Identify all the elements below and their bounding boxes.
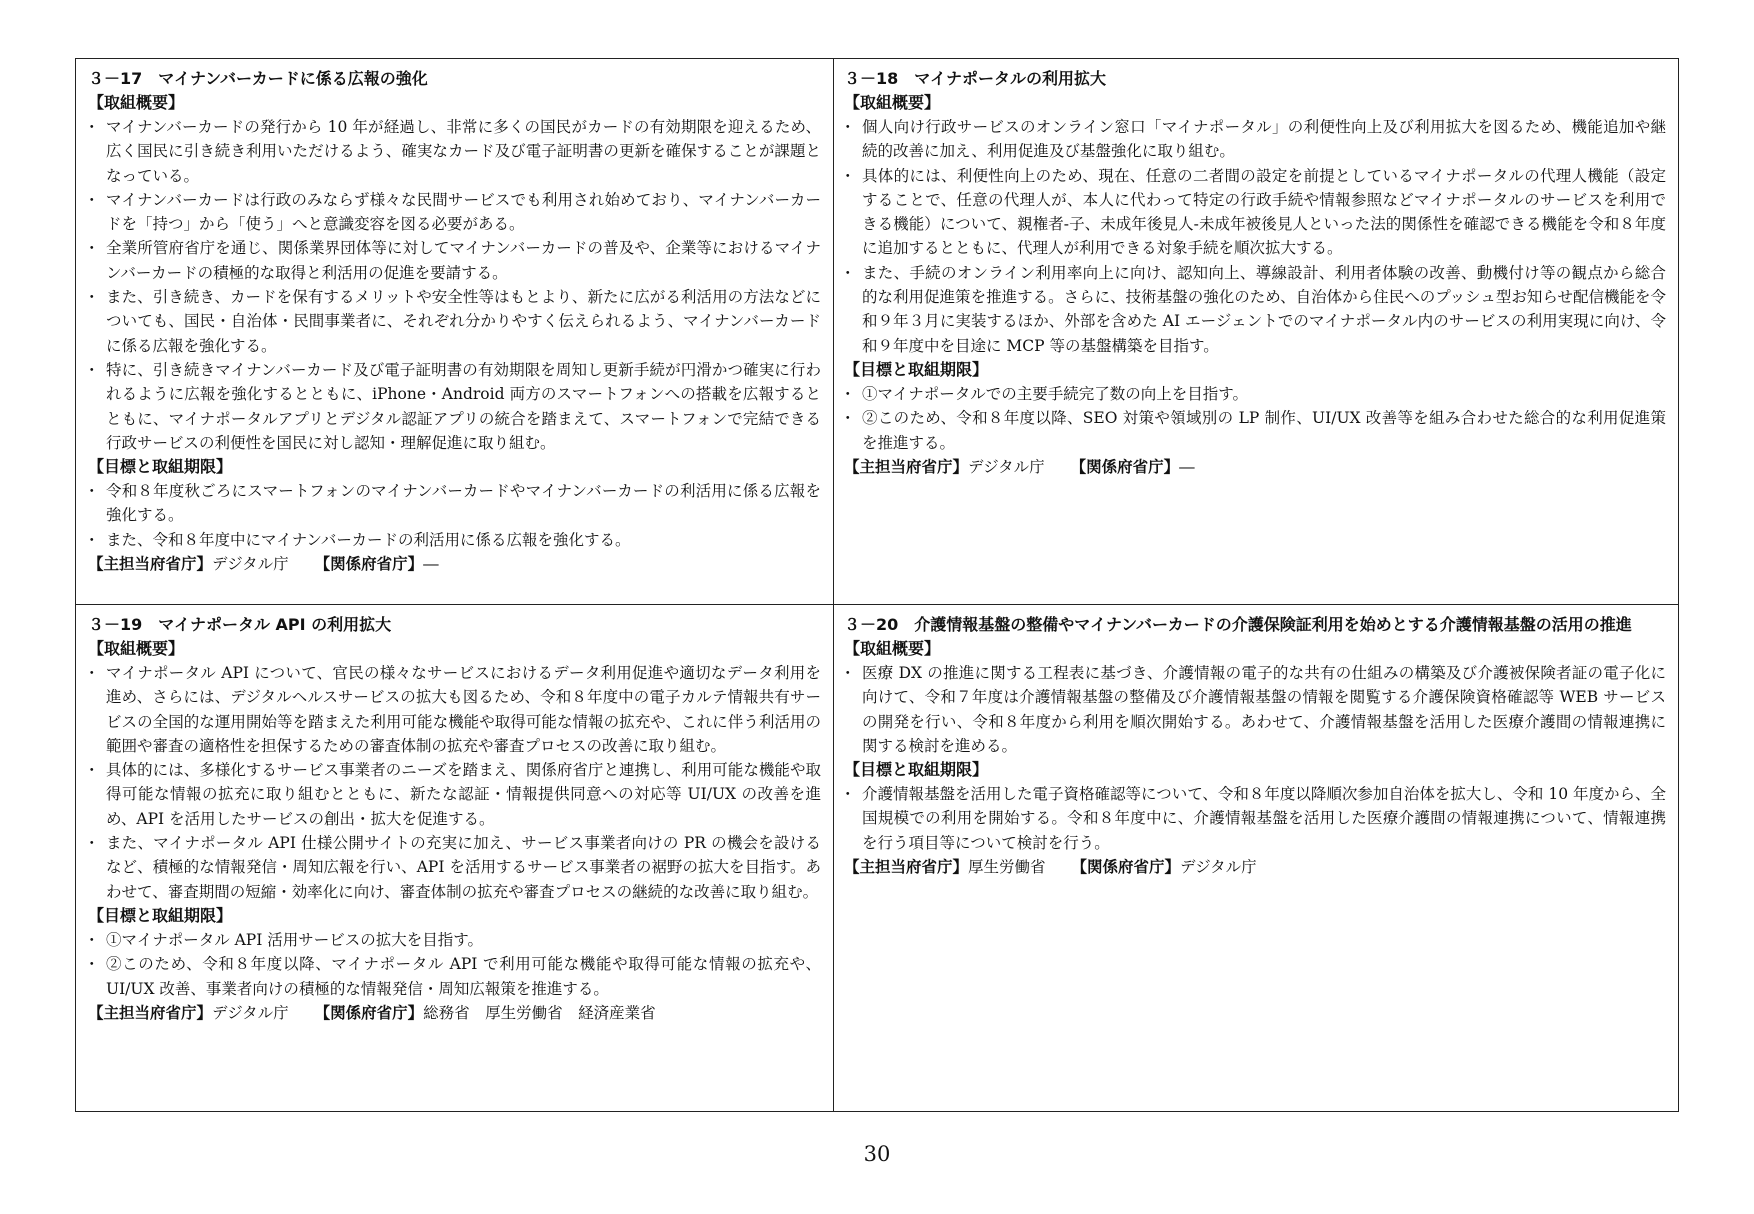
list-item: ・ 個人向け行政サービスのオンライン窓口「マイナポータル」の利便性向上及び利用拡大を図るため、機能追加や継続的改善に加え、利用促進及び基盤強化に取り組む。 <box>844 115 1666 164</box>
goals-heading: 【目標と取組期限】 <box>844 359 989 379</box>
responsible-ministries <box>844 855 1666 879</box>
list-item: ・ 医療 DX の推進に関する工程表に基づき、介護情報の電子的な共有の仕組みの構築及び介護被保険者証の電子化に向けて、令和７年度は介護情報基盤の整備及び介護情報基盤の情報を閲覧する介護保険資格確認等 WEB サービスの開発を行い、令和８年度から利用を順次開始する。あわせて、介護情報基盤を活用した医療介護間の情報連携に関する検討を進める。 <box>844 661 1666 758</box>
list-item: ・ また、引き続き、カードを保有するメリットや安全性等はもとより、新たに広がる利活用の方法などについても、国民・自治体・民間事業者に、それぞれ分かりやすく伝えられるよう、マイナンバーカードに係る広報を強化する。 <box>88 285 821 358</box>
list-item: ・ 具体的には、利便性向上のため、現在、任意の二者間の設定を前提としているマイナポータルの代理人機能（設定することで、任意の代理人が、本人に代わって特定の行政手続や情報参照などマイナポータルのサービスを利用できる機能）について、親権者-子、未成年後見人-未成年被後見人といった法的関係性を確認できる機能を令和８年度に追加するとともに、代理人が利用できる対象手続を順次拡大する。 <box>844 164 1666 261</box>
overview-heading: 【取組概要】 <box>88 93 185 112</box>
list-item: ・ 令和８年度秋ごろにスマートフォンのマイナンバーカードやマイナンバーカードの利活用に係る広報を強化する。 <box>88 479 821 528</box>
list-item: ・ マイナンバーカードは行政のみならず様々な民間サービスでも利用され始めており、マイナンバーカードを「持つ」から「使う」へと意識変容を図る必要がある。 <box>88 188 821 237</box>
section-title: ３－18 マイナポータルの利用拡大 <box>844 69 1106 88</box>
section-3-18 <box>834 59 1678 605</box>
list-item: ・ また、令和８年度中にマイナンバーカードの利活用に係る広報を強化する。 <box>88 528 821 552</box>
related-ministry: デジタル庁 <box>1180 858 1257 877</box>
goals-heading: 【目標と取組期限】 <box>844 760 989 780</box>
goals-heading: 【目標と取組期限】 <box>88 905 233 925</box>
list-item: ・ ①マイナポータル API 活用サービスの拡大を目指す。 <box>88 928 821 952</box>
section-title: ３－20 介護情報基盤の整備やマイナンバーカードの介護保険証利用を始めとする介護情報基盤の活用の推進 <box>844 615 1632 634</box>
related-ministry-label: 【関係府省庁】 <box>314 555 424 574</box>
overview-list <box>88 661 821 904</box>
overview-list <box>844 661 1666 758</box>
overview-heading: 【取組概要】 <box>88 639 185 658</box>
related-ministry: ― <box>423 555 439 574</box>
section-title: ３－17 マイナンバーカードに係る広報の強化 <box>88 69 428 88</box>
goals-heading: 【目標と取組期限】 <box>88 457 233 477</box>
list-item: ・ マイナンバーカードの発行から 10 年が経過し、非常に多くの国民がカードの有効期限を迎えるため、広く国民に引き続き利用いただけるよう、確実なカード及び電子証明書の更新を確保することが課題となっている。 <box>88 115 821 188</box>
goals-list <box>844 782 1666 855</box>
list-item: ・ 具体的には、多様化するサービス事業者のニーズを踏まえ、関係府省庁と連携し、利用可能な機能や取得可能な情報の拡充に取り組むとともに、新たな認証・情報提供同意への対応等 UI/UX の改善を進め、API を活用したサービスの創出・拡大を促進する。 <box>88 758 821 831</box>
section-title: ３－19 マイナポータル API の利用拡大 <box>88 615 392 634</box>
main-ministry: デジタル庁 <box>212 1003 289 1022</box>
main-ministry: デジタル庁 <box>968 457 1045 476</box>
overview-heading: 【取組概要】 <box>844 93 941 112</box>
goals-list <box>844 382 1666 455</box>
list-item: ・ マイナポータル API について、官民の様々なサービスにおけるデータ利用促進や適切なデータ利用を進め、さらには、デジタルヘルスサービスの拡大も図るため、令和８年度中の電子カルテ情報共有サービスの全国的な運用開始等を踏まえた利用可能な機能や取得可能な情報の拡充や、これに伴う利活用の範囲や審査の適格性を担保するための審査体制の拡充や審査プロセスの改善に取り組む。 <box>88 661 821 758</box>
list-item: ・ 特に、引き続きマイナンバーカード及び電子証明書の有効期限を周知し更新手続が円滑かつ確実に行われるように広報を強化するとともに、iPhone・Android 両方のスマートフォンへの搭載を広報するとともに、マイナポータルアプリとデジタル認証アプリの統合を踏まえて、スマートフォンで完結できる行政サービスの利便性を国民に対し認知・理解促進に取り組む。 <box>88 358 821 455</box>
list-item: ・ また、手続のオンライン利用率向上に向け、認知向上、導線設計、利用者体験の改善、動機付け等の観点から総合的な利用促進策を推進する。さらに、技術基盤の強化のため、自治体から住民へのプッシュ型お知らせ配信機能を令和９年３月に実装するほか、外部を含めた AI エージェントでのマイナポータル内のサービスの利用実現に向け、令和９年度中を目途に MCP 等の基盤構築を目指す。 <box>844 261 1666 358</box>
main-ministry-label: 【主担当府省庁】 <box>88 555 213 574</box>
related-ministry: ― <box>1179 457 1195 476</box>
goals-list <box>88 928 821 1001</box>
responsible-ministries <box>844 455 1666 479</box>
section-3-17 <box>76 59 834 605</box>
list-item: ・ ②このため、令和８年度以降、マイナポータル API で利用可能な機能や取得可能な情報の拡充や、UI/UX 改善、事業者向けの積極的な情報発信・周知広報策を推進する。 <box>88 952 821 1001</box>
responsible-ministries <box>88 1001 821 1025</box>
list-item: ・ ①マイナポータルでの主要手続完了数の向上を目指す。 <box>844 382 1666 406</box>
main-ministry: 厚生労働省 <box>968 858 1046 877</box>
page-number: 30 <box>863 1142 891 1166</box>
main-ministry-label: 【主担当府省庁】 <box>88 1003 213 1022</box>
section-3-20 <box>834 605 1678 1111</box>
measures-table <box>75 58 1679 1112</box>
section-3-19 <box>76 605 834 1111</box>
list-item: ・ 全業所管府省庁を通じ、関係業界団体等に対してマイナンバーカードの普及や、企業等におけるマイナンバーカードの積極的な取得と利活用の促進を要請する。 <box>88 236 821 285</box>
goals-list <box>88 479 821 552</box>
main-ministry-label: 【主担当府省庁】 <box>844 858 969 877</box>
related-ministry-label: 【関係府省庁】 <box>314 1003 424 1022</box>
related-ministry: 総務省 厚生労働省 経済産業省 <box>423 1003 656 1022</box>
list-item: ・ また、マイナポータル API 仕様公開サイトの充実に加え、サービス事業者向けの PR の機会を設けるなど、積極的な情報発信・周知広報を行い、API を活用するサービス事業者の裾野の拡大を目指す。あわせて、審査期間の短縮・効率化に向け、審査体制の拡充や審査プロセスの継続的な改善に取り組む。 <box>88 831 821 904</box>
responsible-ministries <box>88 552 821 576</box>
list-item: ・ ②このため、令和８年度以降、SEO 対策や領域別の LP 制作、UI/UX 改善等を組み合わせた総合的な利用促進策を推進する。 <box>844 406 1666 455</box>
overview-list <box>844 115 1666 358</box>
overview-heading: 【取組概要】 <box>844 639 941 658</box>
overview-list <box>88 115 821 455</box>
main-ministry: デジタル庁 <box>212 555 289 574</box>
related-ministry-label: 【関係府省庁】 <box>1071 858 1181 877</box>
list-item: ・ 介護情報基盤を活用した電子資格確認等について、令和８年度以降順次参加自治体を拡大し、令和 10 年度から、全国規模での利用を開始する。令和８年度中に、介護情報基盤を活用した医療介護間の情報連携について、情報連携を行う項目等について検討を行う。 <box>844 782 1666 855</box>
main-ministry-label: 【主担当府省庁】 <box>844 457 969 476</box>
related-ministry-label: 【関係府省庁】 <box>1070 457 1180 476</box>
